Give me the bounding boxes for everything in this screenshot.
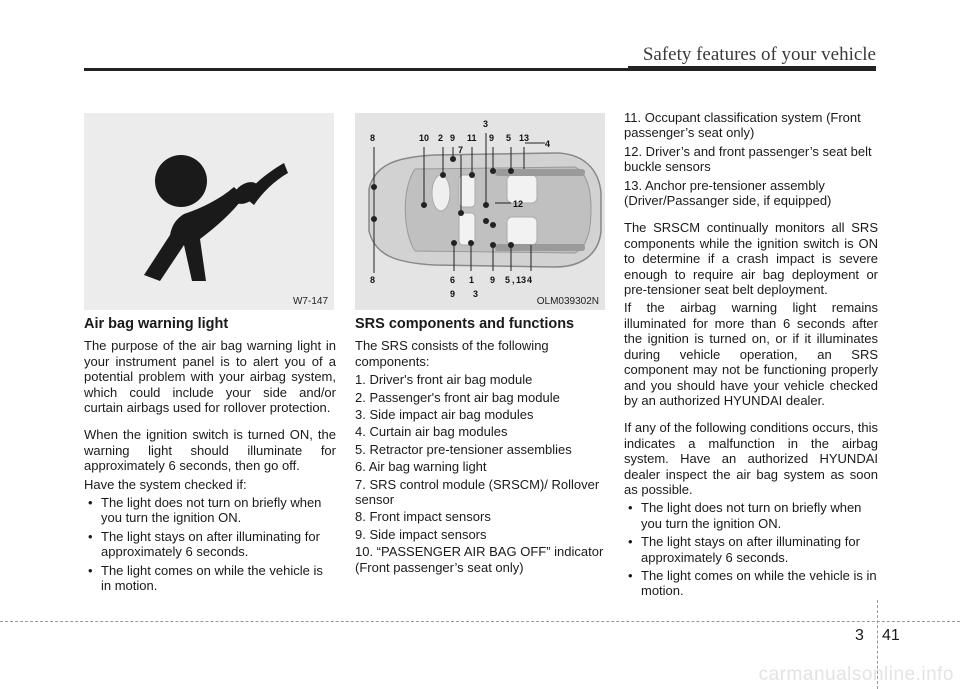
list-item: 7. SRS control module (SRSCM)/ Rollover sensor: [355, 476, 600, 508]
left-column: [84, 317, 336, 597]
list-item: • The light comes on while the vehicle is in motion.: [624, 568, 878, 599]
list-item: 9. Side impact sensors: [355, 526, 487, 542]
paragraph: The SRSCM continually monitors all SRS components while the ignition switch is ON to determine if a crash impact is severe enough to require air bag deployment or pre-tensioner seat belt deployment.: [624, 220, 878, 298]
bullet-list: [624, 500, 878, 598]
list-item: • The light stays on after illuminating for approximately 6 seconds.: [84, 529, 336, 560]
diagram-label: 9: [450, 289, 456, 299]
car-srs-diagram: [355, 113, 605, 310]
section-title: Safety features of your vehicle: [642, 44, 876, 65]
component-list: [355, 372, 607, 575]
paragraph: If any of the following conditions occurs, this indicates a malfunction in the airbag system. Have an authorized HYUNDAI dealer inspect the air bag system as soon as possible.: [624, 420, 878, 497]
list-item: 1. Driver's front air bag module: [355, 372, 533, 388]
list-item: 11. Occupant classification system (Front passenger’s seat only): [624, 110, 861, 141]
list-item: 10. “PASSENGER AIR BAG OFF” indicator (Front passenger’s seat only): [355, 544, 604, 575]
middle-column: [355, 317, 607, 577]
page-number: 41: [882, 627, 900, 644]
diagram-label: 5: [505, 275, 511, 285]
diagram-label: 13: [516, 275, 527, 285]
page-rule: [0, 621, 960, 622]
list-item: 4. Curtain air bag modules: [355, 424, 508, 440]
figure-code: OLM039302N: [536, 296, 599, 307]
paragraph: If the airbag warning light remains illuminated for more than 6 seconds after the ignition is turned on, or if it illuminates during vehicle operation, an SRS component may not be functioning properly and you should have your vehicle checked by an authorized HYUNDAI dealer.: [624, 300, 878, 408]
header-tab: [628, 66, 876, 71]
component-list-continued: [624, 110, 878, 208]
diagram-label: 7: [458, 145, 464, 155]
list-item: 8. Front impact sensors: [355, 509, 491, 525]
paragraph: The purpose of the air bag warning light in your instrument panel is to alert you of a potential problem with your airbag system, which could include your side and/or curtain airbags used for rollover protection.: [84, 338, 336, 416]
airbag-warning-figure: [84, 113, 334, 310]
airbag-warning-icon: [84, 113, 334, 310]
diagram-label: 9: [490, 275, 496, 285]
list-item: 12. Driver’s and front passenger’s seat belt buckle sensors: [624, 143, 872, 175]
chapter-number: 3: [855, 627, 864, 644]
airbag-warning-heading: Air bag warning light: [84, 316, 229, 332]
diagram-label: 8: [370, 275, 376, 285]
diagram-label: 13: [519, 133, 530, 143]
figure-code: W7-147: [292, 296, 328, 307]
list-item: 5. Retractor pre-tensioner assemblies: [355, 441, 572, 457]
diagram-label: 3: [473, 289, 479, 299]
diagram-label: 10: [419, 133, 430, 143]
list-item: 6. Air bag warning light: [355, 459, 487, 475]
diagram-label: 5: [506, 133, 512, 143]
watermark: carmanualsonline.info: [758, 664, 954, 685]
diagram-label: 9: [450, 133, 456, 143]
list-item: • The light stays on after illuminating for approximately 6 seconds.: [624, 534, 878, 565]
diagram-label: 3: [483, 119, 489, 129]
srs-components-heading: SRS components and functions: [355, 316, 575, 332]
diagram-label: 9: [489, 133, 495, 143]
list-item: • The light comes on while the vehicle is in motion.: [84, 563, 336, 594]
diagram-label: 12: [513, 199, 524, 209]
diagram-label: 11: [467, 133, 477, 143]
list-item: • The light does not turn on briefly when you turn the ignition ON.: [84, 495, 336, 526]
diagram-label: 4: [527, 275, 533, 285]
diagram-label: 2: [438, 133, 444, 143]
srs-diagram-figure: [355, 113, 605, 310]
paragraph: The SRS consists of the following components:: [355, 338, 549, 369]
bullet-list: [84, 495, 336, 593]
diagram-label: 8: [370, 133, 376, 143]
diagram-label: 4: [545, 139, 551, 149]
list-item: 3. Side impact air bag modules: [355, 407, 534, 423]
right-column: [624, 110, 878, 602]
diagram-label: 1: [469, 275, 475, 285]
list-item: 13. Anchor pre-tensioner assembly (Driver/Passanger side, if equipped): [624, 177, 832, 209]
diagram-label: ,: [512, 275, 515, 285]
paragraph: Have the system checked if:: [84, 476, 247, 492]
list-item: • The light does not turn on briefly when you turn the ignition ON.: [624, 500, 878, 531]
list-item: 2. Passenger's front air bag module: [355, 389, 560, 405]
diagram-label: 6: [450, 275, 456, 285]
paragraph: When the ignition switch is turned ON, the warning light should illuminate for approximately 6 seconds, then go off.: [84, 427, 336, 474]
